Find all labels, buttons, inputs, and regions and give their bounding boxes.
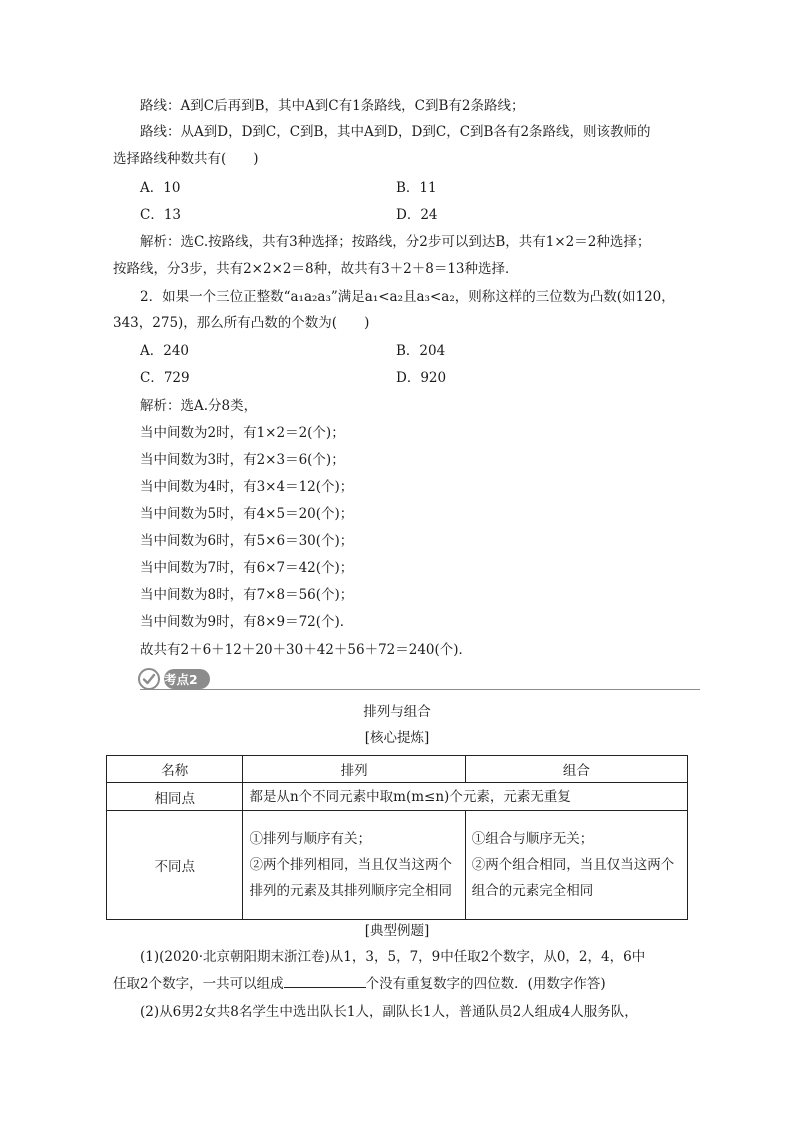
same-text-cell: [243, 783, 688, 811]
example-2-text: (2)从6男2女共8名学生中选出队长1人，副队长1人，普通队员2人组成4人服务队，: [140, 1004, 638, 1020]
option-d: D．24: [396, 207, 438, 223]
comb-diff-cell: [465, 811, 687, 920]
q2-option-a: A．240: [140, 343, 190, 359]
diff-label: 不同点: [107, 811, 243, 920]
header-combination: 组合: [465, 756, 687, 783]
header-permutation: 排列: [243, 756, 465, 783]
case-line: 当中间数为4时，有3×4＝12(个)；: [140, 479, 354, 495]
same-label: 相同点: [107, 783, 243, 811]
q2-option-d: D．920: [396, 370, 447, 386]
case-line: 当中间数为9时，有8×9＝72(个)．: [140, 614, 354, 630]
header-name: 名称: [107, 756, 243, 783]
q2-solution-intro: 解析：选A.分8类，: [140, 398, 258, 414]
kaodian-badge: [140, 668, 210, 689]
total-line: 故共有2＋6＋12＋20＋30＋42＋56＋72＝240(个)．: [140, 642, 473, 658]
solution-1: 解析：选C.按路线，共有3种选择；按路线，分2步可以到达B，共有1×2＝2种选择；: [140, 234, 651, 250]
route-2-text: 路线：从A到D，D到C，C到B，其中A到D，D到C，C到B各有2条路线，则该教师的: [140, 124, 651, 140]
example-1-cont: [113, 974, 606, 994]
kaodian-label: 考点2: [164, 669, 210, 689]
case-line: 当中间数为8时，有7×8＝56(个)；: [140, 587, 354, 603]
typical-examples-heading: [典型例题]: [364, 923, 430, 939]
question-2-stem-cont: 343，275)，那么所有凸数的个数为( ): [113, 315, 370, 331]
comparison-table: [106, 755, 688, 920]
example-1-text: (1)(2020·北京朝阳期末浙江卷)从1，3，5，7，9中任取2个数字，从0，2，4，6中: [140, 949, 646, 965]
table-header-row: [107, 756, 688, 783]
option-a: A．10: [140, 180, 181, 196]
table-row-same: [107, 783, 688, 811]
question-2-stem: 2．如果一个三位正整数“a₁a₂a₃”满足a₁<a₂且a₃<a₂，则称这样的三位数为凸数(如120，: [140, 289, 675, 305]
example-1-pre: 任取2个数字，一共可以组成: [113, 976, 284, 992]
check-icon: [138, 668, 160, 690]
case-line: 当中间数为3时，有2×3＝6(个)；: [140, 452, 345, 468]
comb-point-2: ②两个组合相同，当且仅当这两个组合的元素完全相同: [471, 857, 675, 899]
q2-option-b: B．204: [396, 343, 446, 359]
solution-1-cont: 按路线，分3步，共有2×2×2＝8种，故共有3＋2＋8＝13种选择．: [113, 261, 519, 277]
route-2-cont: 选择路线种数共有( ): [113, 151, 259, 167]
perm-point-2: ②两个排列相同，当且仅当这两个排列的元素及其排列顺序完全相同: [249, 857, 452, 899]
perm-diff-cell: [243, 811, 465, 920]
q2-option-c: C．729: [140, 370, 190, 386]
core-summary-heading: [核心提炼]: [364, 730, 430, 746]
option-b: B．11: [396, 180, 437, 196]
perm-point-1: ①排列与顺序有关；: [249, 831, 371, 847]
same-text: 都是从n个不同元素中取m(m≤n)个元素，元素无重复: [249, 788, 571, 805]
example-1-post: 个没有重复数字的四位数．(用数字作答): [365, 976, 606, 992]
case-line: 当中间数为7时，有6×7＝42(个)；: [140, 560, 354, 576]
comb-point-1: ①组合与顺序无关；: [471, 831, 594, 847]
case-line: 当中间数为5时，有4×5＝20(个)；: [140, 506, 354, 522]
section-title: 排列与组合: [363, 704, 431, 720]
case-line: 当中间数为2时，有1×2＝2(个)；: [140, 425, 345, 441]
answer-blank: [284, 974, 366, 988]
route-1-text: 路线：A到C后再到B，其中A到C有1条路线，C到B有2条路线；: [140, 98, 525, 114]
table-row-diff: [107, 811, 688, 920]
section-divider: [140, 689, 700, 690]
case-line: 当中间数为6时，有5×6＝30(个)；: [140, 533, 354, 549]
option-c: C．13: [140, 207, 182, 223]
